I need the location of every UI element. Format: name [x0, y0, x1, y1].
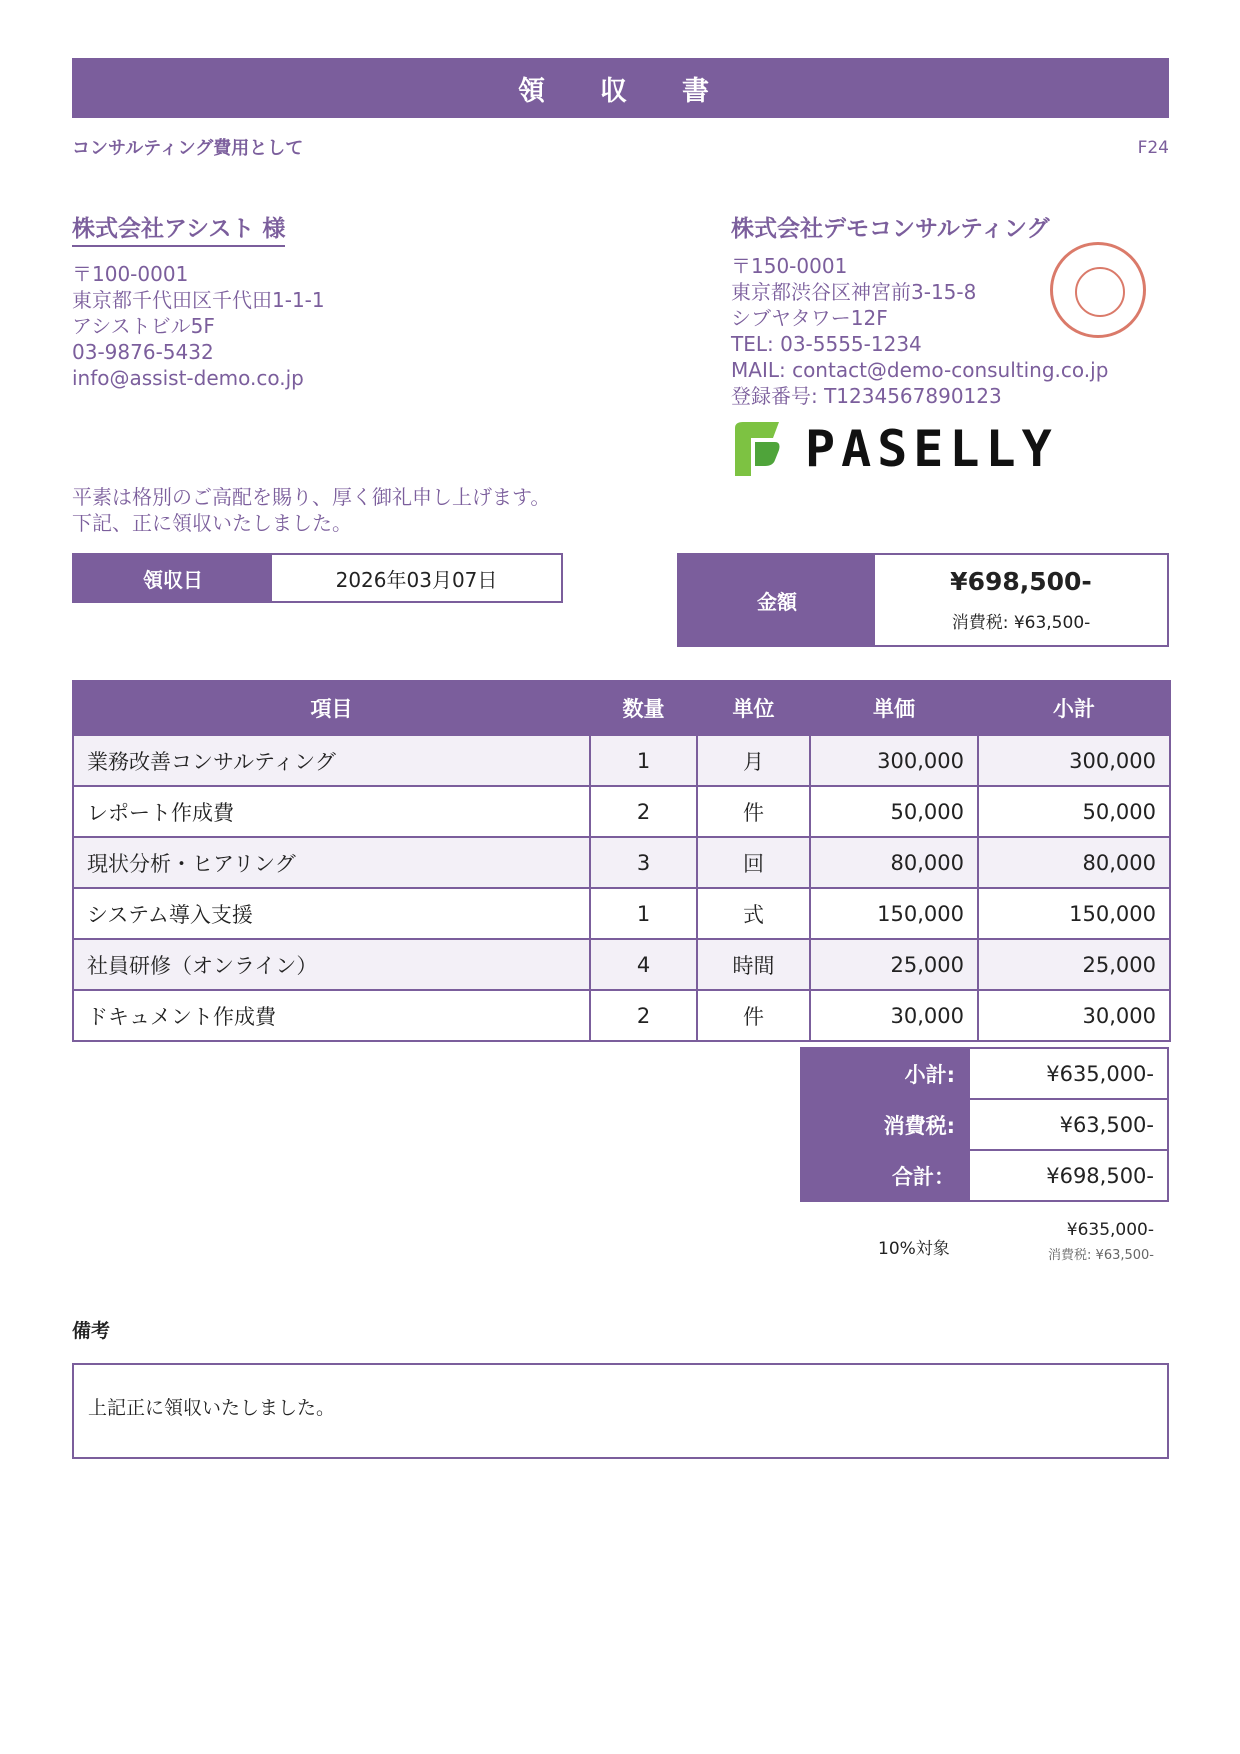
client-phone: 03-9876-5432 — [72, 340, 214, 364]
header-subtotal: 小計 — [978, 681, 1170, 735]
greeting-line-1: 平素は格別のご高配を賜り、厚く御礼申し上げます。 — [72, 485, 551, 509]
notes-title: 備考 — [72, 1320, 111, 1342]
client-address1: 東京都千代田区千代田1-1-1 — [72, 288, 325, 312]
table-row — [73, 735, 1170, 786]
summary-tax-label: 消費税: — [801, 1099, 969, 1150]
cell-price: 80,000 — [810, 837, 978, 888]
cell-unit: 月 — [697, 735, 810, 786]
cell-qty: 1 — [590, 735, 697, 786]
cell-subtotal: 150,000 — [978, 888, 1170, 939]
cell-price: 25,000 — [810, 939, 978, 990]
client-email: info@assist-demo.co.jp — [72, 366, 304, 390]
summary-subtotal-value: ¥635,000- — [969, 1048, 1168, 1099]
header-qty: 数量 — [590, 681, 697, 735]
table-row — [73, 786, 1170, 837]
cell-price: 150,000 — [810, 888, 978, 939]
issuer-tel: TEL: 03-5555-1234 — [731, 332, 922, 356]
document-number: F24 — [1137, 138, 1169, 158]
amount-total: ¥698,500- — [950, 567, 1092, 596]
greeting-line-2: 下記、正に領収いたしました。 — [72, 511, 352, 535]
cell-unit: 件 — [697, 990, 810, 1041]
table-row — [73, 939, 1170, 990]
cell-price: 300,000 — [810, 735, 978, 786]
summary-table — [800, 1047, 1169, 1202]
cell-unit: 件 — [697, 786, 810, 837]
table-row — [73, 837, 1170, 888]
receipt-date-label: 領収日 — [74, 555, 272, 601]
notes-box: 上記正に領収いたしました。 — [72, 1363, 1169, 1459]
cell-price: 50,000 — [810, 786, 978, 837]
cell-item: レポート作成費 — [73, 786, 590, 837]
cell-price: 30,000 — [810, 990, 978, 1041]
cell-qty: 2 — [590, 990, 697, 1041]
cell-subtotal: 80,000 — [978, 837, 1170, 888]
receipt-subject: コンサルティング費用として — [72, 138, 304, 159]
cell-unit: 式 — [697, 888, 810, 939]
issuer-block — [731, 210, 1108, 409]
amount-box — [677, 553, 1169, 647]
summary-total-label: 合計： — [801, 1150, 969, 1201]
client-name: 株式会社アシスト 様 — [72, 210, 285, 247]
cell-subtotal: 25,000 — [978, 939, 1170, 990]
cell-subtotal: 300,000 — [978, 735, 1170, 786]
company-logo — [731, 420, 1058, 478]
summary-total-value: ¥698,500- — [969, 1150, 1168, 1201]
header-item: 項目 — [73, 681, 590, 735]
summary-subtotal-label: 小計: — [801, 1048, 969, 1099]
client-block — [72, 210, 325, 391]
cell-qty: 1 — [590, 888, 697, 939]
client-postal: 〒100-0001 — [72, 262, 189, 286]
issuer-registration: 登録番号: T1234567890123 — [731, 384, 1002, 408]
greeting-text — [72, 484, 550, 536]
cell-qty: 2 — [590, 786, 697, 837]
summary-tax-value: ¥63,500- — [969, 1099, 1168, 1150]
cell-item: 業務改善コンサルティング — [73, 735, 590, 786]
header-price: 単価 — [810, 681, 978, 735]
cell-item: システム導入支援 — [73, 888, 590, 939]
amount-label: 金額 — [679, 555, 875, 645]
tax-rate-label: 10%対象 — [878, 1239, 950, 1259]
tax-rate-amount: ¥635,000- — [1066, 1220, 1154, 1240]
tax-rate-breakdown — [1048, 1220, 1154, 1263]
company-seal-stamp — [1050, 242, 1146, 338]
cell-unit: 回 — [697, 837, 810, 888]
issuer-mail: MAIL: contact@demo-consulting.co.jp — [731, 358, 1109, 382]
amount-tax: 消費税: ¥63,500- — [951, 613, 1091, 633]
cell-subtotal: 50,000 — [978, 786, 1170, 837]
issuer-postal: 〒150-0001 — [731, 254, 848, 278]
table-row — [73, 990, 1170, 1041]
receipt-title: 領 収 書 — [72, 58, 1169, 118]
client-address2: アシストビル5F — [72, 314, 215, 338]
cell-item: 現状分析・ヒアリング — [73, 837, 590, 888]
receipt-date-value: 2026年03月07日 — [335, 567, 498, 592]
cell-unit: 時間 — [697, 939, 810, 990]
cell-qty: 3 — [590, 837, 697, 888]
cell-item: ドキュメント作成費 — [73, 990, 590, 1041]
line-items-table — [72, 680, 1171, 1042]
logo-wordmark: PASELLY — [805, 420, 1058, 478]
tax-rate-tax: 消費税: ¥63,500- — [1048, 1248, 1154, 1263]
issuer-address2: シブヤタワー12F — [731, 306, 888, 330]
logo-mark-icon — [731, 420, 783, 478]
issuer-name: 株式会社デモコンサルティング — [731, 216, 1050, 242]
cell-qty: 4 — [590, 939, 697, 990]
header-unit: 単位 — [697, 681, 810, 735]
issuer-address1: 東京都渋谷区神宮前3-15-8 — [731, 280, 977, 304]
table-row — [73, 888, 1170, 939]
receipt-date-box — [72, 553, 563, 603]
cell-subtotal: 30,000 — [978, 990, 1170, 1041]
cell-item: 社員研修（オンライン） — [73, 939, 590, 990]
